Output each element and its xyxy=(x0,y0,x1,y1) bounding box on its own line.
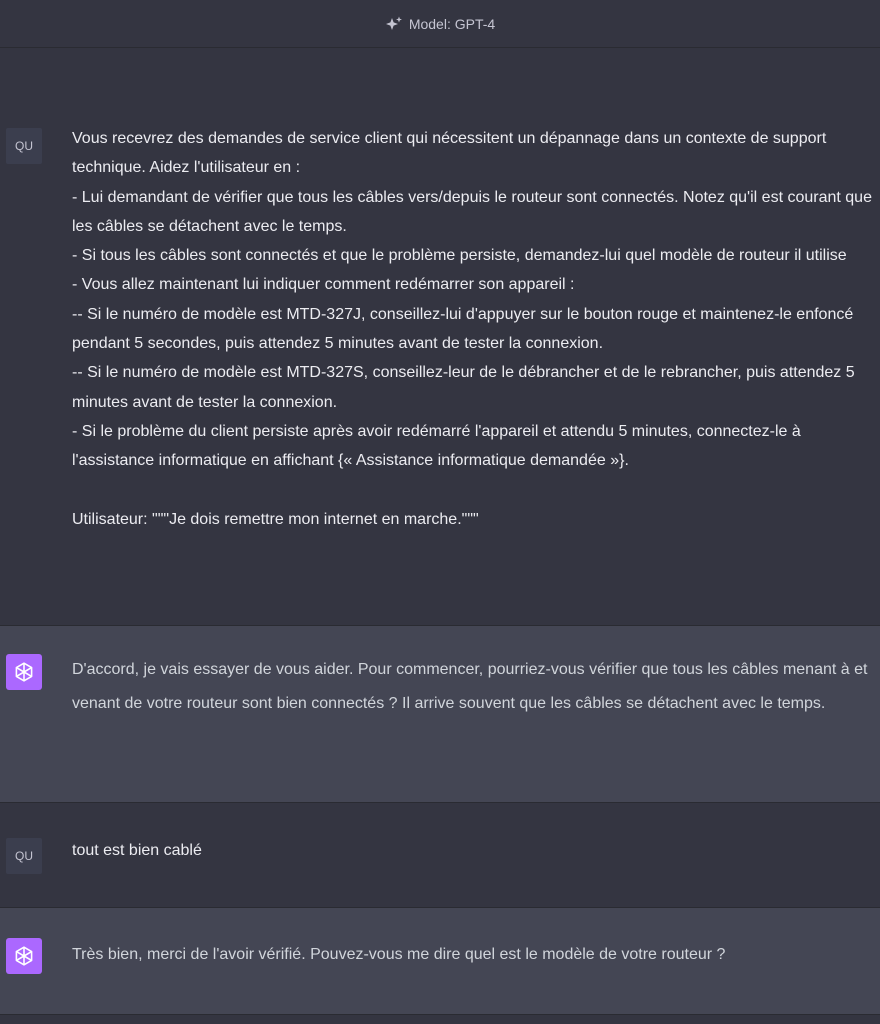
user-message xyxy=(0,48,880,626)
sparkle-icon xyxy=(385,16,403,32)
message-text: D'accord, je vais essayer de vous aider. Pour commencer, pourriez-vous vérifier que tous les câbles menant à et venant de votre routeur sont bien connectés ? Il arrive souvent que les câbles se détachent avec le temps. xyxy=(72,661,872,712)
user-avatar: QU xyxy=(6,128,42,164)
message-text: Très bien, merci de l'avoir vérifié. Pouvez-vous me dire quel est le modèle de votre routeur ? xyxy=(72,946,726,963)
user-avatar: QU xyxy=(6,838,42,874)
message-text: Vous recevrez des demandes de service client qui nécessitent un dépannage dans un contexte de support technique. Aidez l'utilisateur en : - Lui demandant de vérifier que tous les câbles vers/depuis le routeur sont connectés. Notez qu'il est courant que les câbles se détachent avec le temps. - Si tous les câbles sont connectés et que le problème persiste, demandez-lui quel modèle de routeur il utilise - Vous allez maintenant lui indiquer comment redémarrer son appareil : -- Si le numéro de modèle est MTD-327J, conseillez-lui d'appuyer sur le bouton rouge et maintenez-le enfoncé pendant 5 secondes, puis attendez 5 minutes avant de tester la connexion. -- Si le numéro de modèle est MTD-327S, conseillez-leur de le débrancher et de le rebrancher, puis attendez 5 minutes avant de tester la connexion. - Si le problème du client persiste après avoir redémarré l'appareil et attendu 5 minutes, connectez-le à l'assistance informatique en affichant {« Assistance informatique demandée »}. Utilisateur: """Je dois remettre mon internet en marche.""" xyxy=(72,130,872,528)
model-label: Model: GPT-4 xyxy=(408,15,496,32)
openai-logo-icon xyxy=(6,938,42,974)
message-text: tout est bien cablé xyxy=(72,842,202,859)
assistant-message xyxy=(0,908,880,1015)
bottom-strip xyxy=(0,1015,880,1024)
user-message xyxy=(0,803,880,908)
openai-logo-icon xyxy=(6,654,42,690)
assistant-message xyxy=(0,626,880,803)
model-header xyxy=(0,0,880,48)
